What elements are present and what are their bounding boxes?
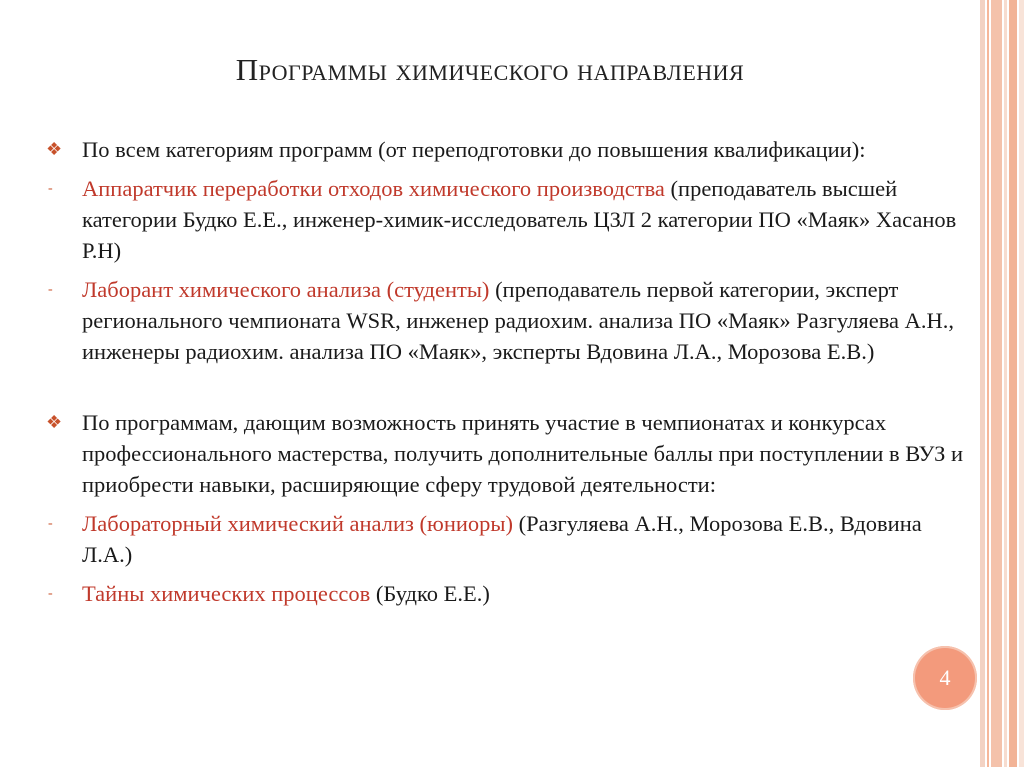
list-item <box>46 508 976 570</box>
dash-bullet-icon: - <box>48 586 53 601</box>
dash-bullet-icon: - <box>48 282 53 297</box>
page-number-badge: 4 <box>913 646 977 710</box>
program-name: Лабораторный химический анализ (юниоры) <box>82 511 514 536</box>
list-item <box>46 173 976 266</box>
diamond-bullet-icon: ❖ <box>46 412 63 432</box>
program-details: (Разгуляева А.Н., Морозова Е.В., Вдовина Л.А.) <box>82 511 922 567</box>
program-details: (преподаватель первой категории, эксперт регионального чемпионата WSR, инженер радиохим. анализа ПО «Маяк» Разгуляева А.Н., инженеры радиохим. анализа ПО «Маяк», эксперты Вдовина Л.А., Морозова Е.В.) <box>82 277 955 364</box>
program-name: Тайны химических процессов <box>82 581 371 606</box>
program-details: (преподаватель высшей категории Будко Е.Е., инженер-химик-исследователь ЦЗЛ 2 категории ПО «Маяк» Хасанов Р.Н) <box>82 176 957 263</box>
slide-content <box>46 134 976 609</box>
dash-bullet-icon: - <box>48 181 53 196</box>
program-details: (Будко Е.Е.) <box>370 581 490 606</box>
list-item <box>46 274 976 367</box>
diamond-bullet-icon: ❖ <box>46 139 63 159</box>
dash-bullet-icon: - <box>48 516 53 531</box>
slide-title: Программы химического направления <box>235 52 745 87</box>
list-item <box>46 578 976 609</box>
section-1-intro: ❖ По всем категориям программ (от переподготовки до повышения квалификации): <box>46 134 976 165</box>
section-2-intro: ❖ По программам, дающим возможность принять участие в чемпионатах и конкурсах профессионального мастерства, получить дополнительные баллы при поступлении в ВУЗ и приобрести навыки, расширяющие сферу трудовой деятельности: <box>46 407 976 500</box>
program-name: Лаборант химического анализа (студенты) <box>82 277 490 302</box>
decorative-stripes <box>980 0 1024 767</box>
program-name: Аппаратчик переработки отходов химического производства <box>82 176 665 201</box>
